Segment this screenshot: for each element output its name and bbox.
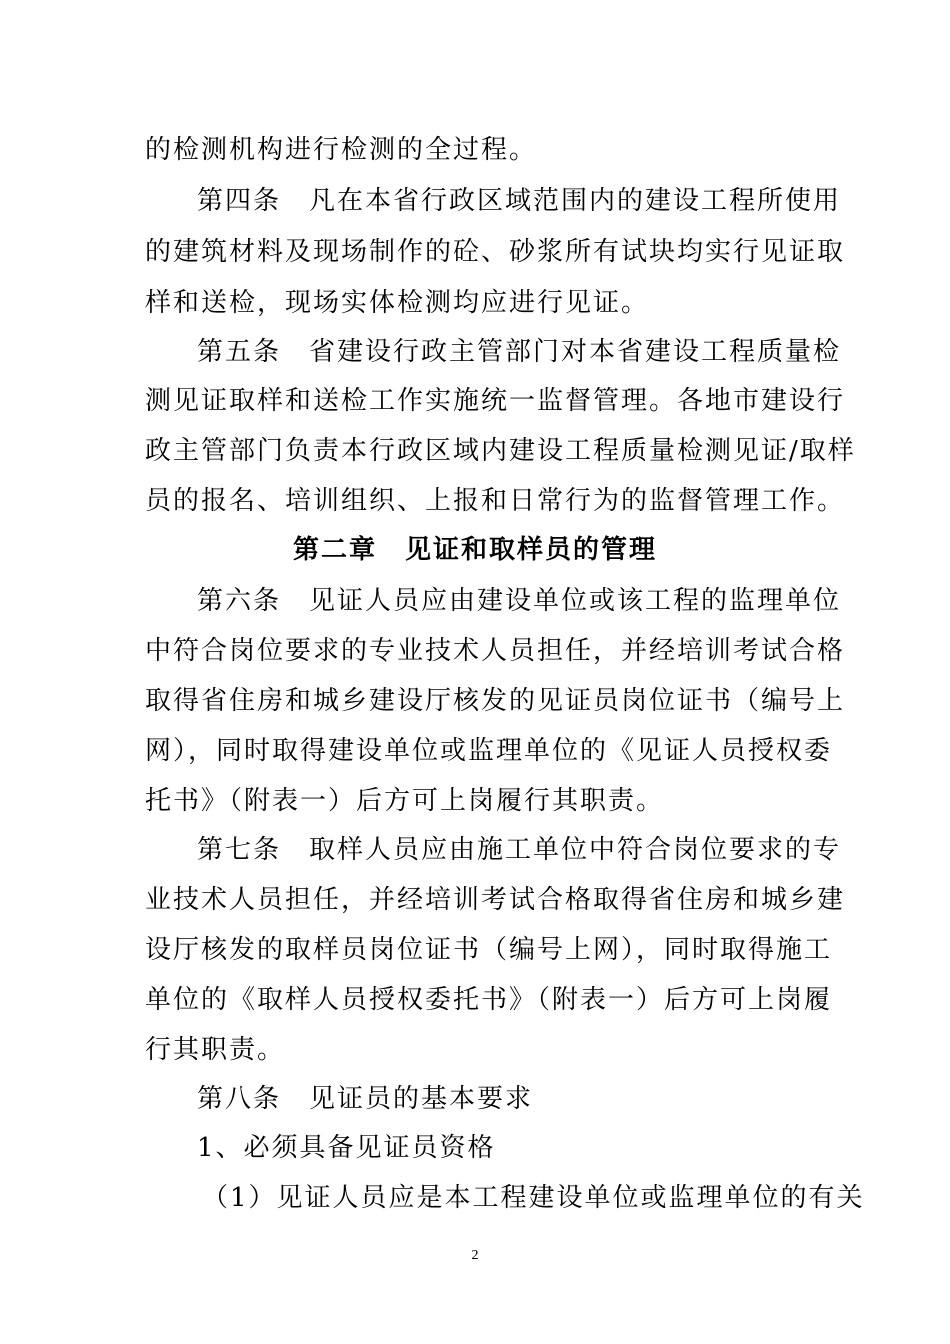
text-line: 网），同时取得建设单位或监理单位的《见证人员授权委 [145,736,833,766]
article-8-line: 第八条 见证员的基本要求 [197,1084,534,1114]
text-line: 中符合岗位要求的专业技术人员担任，并经培训考试合格 [145,636,846,666]
article-4-line: 第四条 凡在本省行政区域范围内的建设工程所使用 [197,186,842,216]
chapter-heading: 第二章 见证和取样员的管理 [292,535,657,565]
text-line: 设厅核发的取样员岗位证书（编号上网），同时取得施工 [145,935,833,965]
article-6-line: 第六条 见证人员应由建设单位或该工程的监理单位 [197,586,842,616]
text-line: 的检测机构进行检测的全过程。 [145,135,538,165]
list-item: 1、必须具备见证员资格 [197,1133,496,1163]
list-subitem: （1）见证人员应是本工程建设单位或监理单位的有关 [202,1183,865,1213]
text-line: 样和送检，现场实体检测均应进行见证。 [145,288,650,318]
text-line: 测见证取样和送检工作实施统一监督管理。各地市建设行 [145,386,846,416]
text-line: 取得省住房和城乡建设厅核发的见证员岗位证书（编号上 [145,686,846,716]
text-line: 单位的《取样人员授权委托书》（附表一）后方可上岗履 [145,985,833,1015]
text-line: 业技术人员担任，并经培训考试合格取得省住房和城乡建 [145,885,846,915]
text-line: 政主管部门负责本行政区域内建设工程质量检测见证/取样 [145,436,856,466]
text-line: 的建筑材料及现场制作的砼、砂浆所有试块均实行见证取 [145,237,846,267]
article-7-line: 第七条 取样人员应由施工单位中符合岗位要求的专 [197,835,842,865]
text-line: 托书》（附表一）后方可上岗履行其职责。 [145,786,665,816]
text-line: 行其职责。 [145,1035,286,1065]
page-number: 2 [471,1248,479,1263]
text-line: 员的报名、培训组织、上报和日常行为的监督管理工作。 [145,486,846,516]
article-5-line: 第五条 省建设行政主管部门对本省建设工程质量检 [197,337,842,367]
